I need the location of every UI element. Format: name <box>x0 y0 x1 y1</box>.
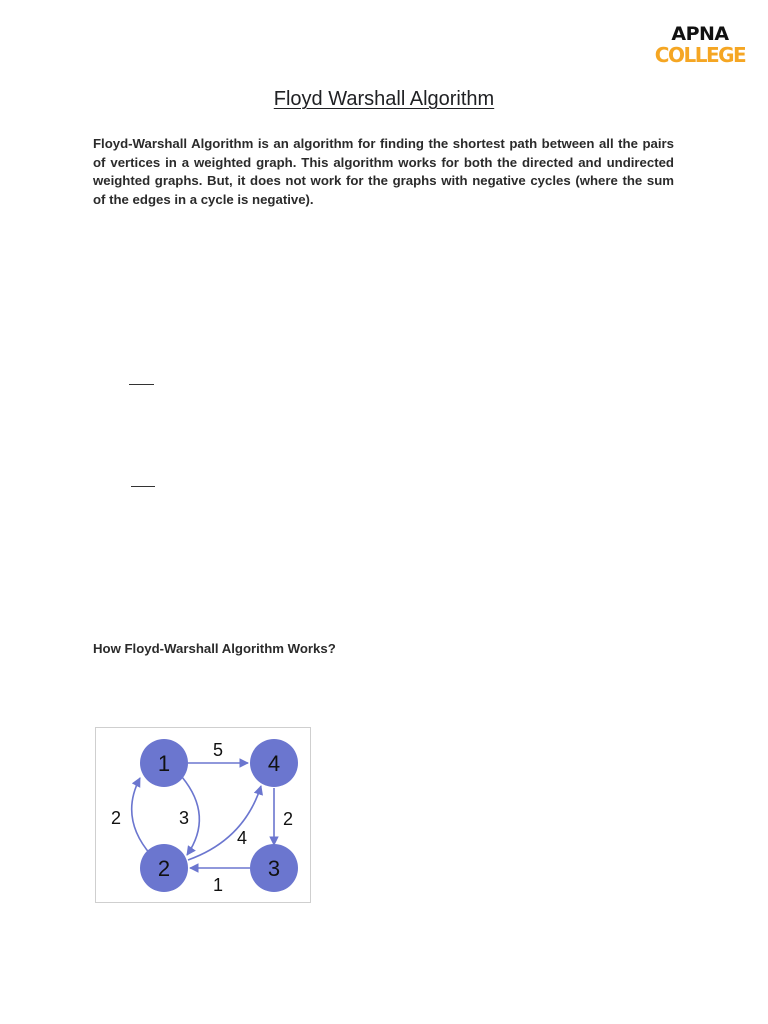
graph-diagram <box>95 727 311 903</box>
edge-weight-3-2: 1 <box>212 875 224 895</box>
node-label-2: 2 <box>157 856 171 881</box>
node-label-4: 4 <box>267 751 281 776</box>
graph-svg <box>96 728 310 902</box>
node-label-1: 1 <box>157 751 171 776</box>
page-title: Floyd Warshall Algorithm <box>273 88 495 110</box>
edge-weight-2-4: 4 <box>236 828 248 848</box>
blank-line-2 <box>131 486 155 487</box>
blank-line-1 <box>129 384 154 385</box>
logo-text-college: COLLEGE <box>654 43 746 67</box>
section-heading: How Floyd-Warshall Algorithm Works? <box>93 641 336 656</box>
edge-weight-1-4: 5 <box>212 740 224 760</box>
edge-2-1 <box>132 778 151 855</box>
edge-weight-2-1: 2 <box>110 808 122 828</box>
edge-weight-4-3: 2 <box>282 809 294 829</box>
intro-paragraph: Floyd-Warshall Algorithm is an algorithm for finding the shortest path between all the pairs of vertices in a weighted graph. This algorithm works for both the directed and undirected weighted graphs. But, it does not work for the graphs with negative cycles (where the sum of the edges in a cycle is negative). <box>93 136 674 207</box>
apna-college-logo <box>652 24 748 68</box>
logo-text-apna: APNA <box>671 23 729 45</box>
node-label-3: 3 <box>267 856 281 881</box>
edge-weight-1-2: 3 <box>178 808 190 828</box>
